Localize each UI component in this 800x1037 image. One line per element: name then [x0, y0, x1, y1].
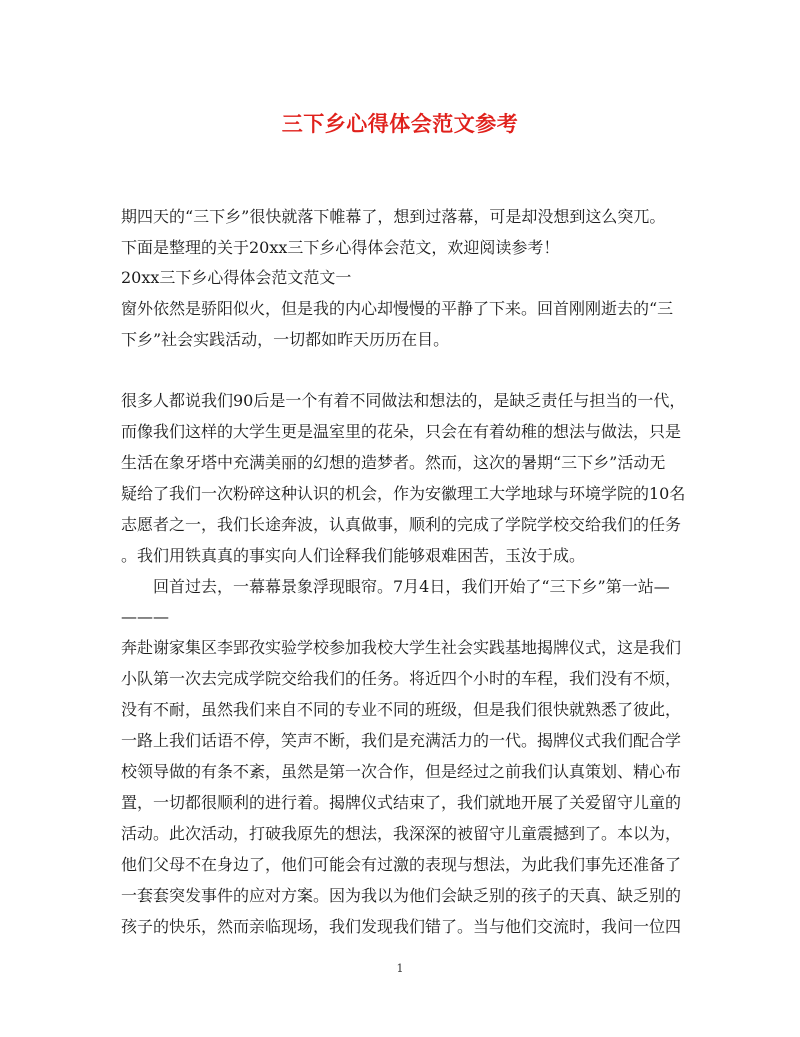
text-line: 很多人都说我们90后是一个有着不同做法和想法的，是缺乏责任与担当的一代， [121, 391, 686, 410]
text-line: 期四天的“三下乡”很快就落下帷幕了，想到过落幕，可是却没想到这么突兀。 [121, 207, 666, 226]
text-line: 奔赴谢家集区李郢孜实验学校参加我校大学生社会实践基地揭牌仪式，这是我们 [121, 638, 682, 657]
text-line: 小队第一次去完成学院交给我们的任务。将近四个小时的车程，我们没有不烦， [121, 669, 682, 688]
page-number: 1 [396, 962, 404, 975]
text-line: 他们父母不在身边了，他们可能会有过激的表现与想法，为此我们事先还准备了 [121, 855, 682, 874]
text-line: 校领导做的有条不紊，虽然是第一次合作，但是经过之前我们认真策划、精心布 [121, 762, 682, 781]
text-line: 活动。此次活动，打破我原先的想法，我深深的被留守儿童震撼到了。本以为， [121, 824, 682, 843]
text-line: 一路上我们话语不停，笑声不断，我们是充满活力的一代。揭牌仪式我们配合学 [121, 731, 682, 750]
text-line: 生活在象牙塔中充满美丽的幻想的造梦者。然而，这次的暑期“三下乡”活动无 [121, 453, 666, 472]
text-line: 志愿者之一，我们长途奔波，认真做事，顺利的完成了学院学校交给我们的任务 [121, 515, 682, 534]
text-line: 。我们用铁真真的事实向人们诠释我们能够艰难困苦，玉汝于成。 [121, 546, 586, 565]
document-title: 三下乡心得体会范文参考 [281, 112, 519, 136]
text-line: 疑给了我们一次粉碎这种认识的机会，作为安徽理工大学地球与环境学院的10名 [121, 484, 686, 503]
text-line: 窗外依然是骄阳似火，但是我的内心却慢慢的平静了下来。回首刚刚逝去的“三 [121, 299, 674, 318]
text-line: 而像我们这样的大学生更是温室里的花朵，只会在有着幼稚的想法与做法，只是 [121, 422, 682, 441]
text-line: 没有不耐，虽然我们来自不同的专业不同的班级，但是我们很快就熟悉了彼此， [121, 700, 682, 719]
text-line: 一套套突发事件的应对方案。因为我以为他们会缺乏别的孩子的天真、缺乏别的 [121, 886, 682, 905]
text-line: 孩子的快乐，然而亲临现场，我们发现我们错了。当与他们交流时，我问一位四 [121, 917, 682, 936]
text-line: 20xx三下乡心得体会范文范文一 [121, 268, 352, 287]
text-line: 下乡”社会实践活动，一切都如昨天历历在目。 [121, 330, 450, 349]
text-line: ——— [121, 607, 169, 626]
text-line: 置，一切都很顺利的进行着。揭牌仪式结束了，我们就地开展了关爱留守儿童的 [121, 793, 682, 812]
text-line: 回首过去，一幕幕景象浮现眼帘。7月4日，我们开始了“三下乡”第一站— [121, 577, 670, 596]
text-line: 下面是整理的关于20xx三下乡心得体会范文，欢迎阅读参考！ [121, 238, 560, 257]
